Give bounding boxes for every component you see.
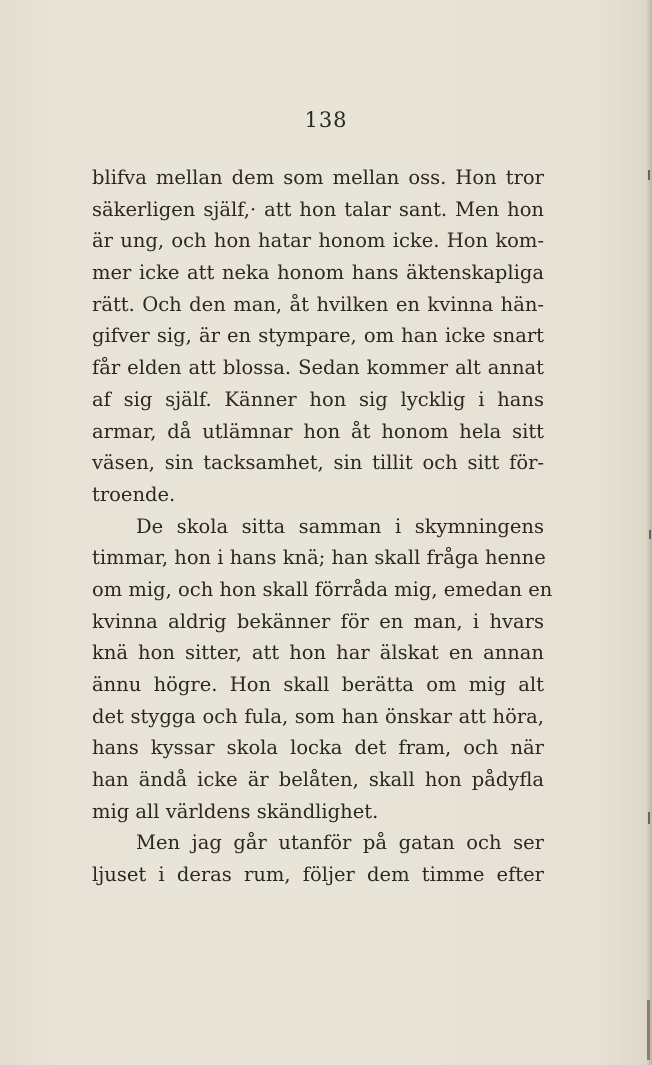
text-line: om mig, och hon skall förråda mig, emedan en	[92, 577, 553, 601]
scan-mark	[648, 812, 650, 824]
text-line: troende.	[92, 482, 176, 506]
text-line: får elden att blossa. Sedan kommer alt annat	[92, 356, 544, 380]
text-line: mer icke att neka honom hans äktenskapliga	[92, 261, 544, 285]
scan-mark	[649, 530, 651, 539]
text-line: knä hon sitter, att hon har älskat en annan	[92, 641, 544, 665]
text-line: säkerligen själf,· att hon talar sant. Men hon	[92, 197, 544, 221]
text-line: rätt. Och den man, åt hvilken en kvinna hän-	[92, 292, 544, 316]
text-line: det stygga och fula, som han önskar att höra,	[92, 704, 544, 728]
text-line: Men jag går utanför på gatan och ser	[136, 831, 544, 855]
text-line: kvinna aldrig bekänner för en man, i hvars	[92, 609, 544, 633]
text-line: De skola sitta samman i skymningens	[136, 514, 544, 538]
text-line: ännu högre. Hon skall berätta om mig alt	[92, 673, 544, 696]
text-line: han ändå icke är belåten, skall hon pådyfla	[92, 768, 544, 792]
text-line: armar, då utlämnar hon åt honom hela sitt	[92, 419, 544, 443]
scan-mark	[647, 1000, 650, 1060]
text-line: blifva mellan dem som mellan oss. Hon tror	[92, 166, 544, 189]
text-line: timmar, hon i hans knä; han skall fråga henne	[92, 546, 546, 570]
scan-mark	[648, 170, 650, 180]
body-text	[92, 162, 553, 891]
text-line: hans kyssar skola locka det fram, och när	[92, 736, 544, 760]
text-line: väsen, sin tacksamhet, sin tillit och sitt för-	[92, 451, 544, 475]
text-line: ljuset i deras rum, följer dem timme efter	[92, 863, 544, 887]
text-line: af sig själf. Känner hon sig lycklig i hans	[92, 387, 544, 411]
text-line: är ung, och hon hatar honom icke. Hon kom-	[92, 229, 544, 253]
text-line: gifver sig, är en stympare, om han icke snart	[92, 324, 544, 348]
text-line: mig all världens skändlighet.	[92, 799, 379, 823]
page-number: 138	[304, 108, 348, 132]
